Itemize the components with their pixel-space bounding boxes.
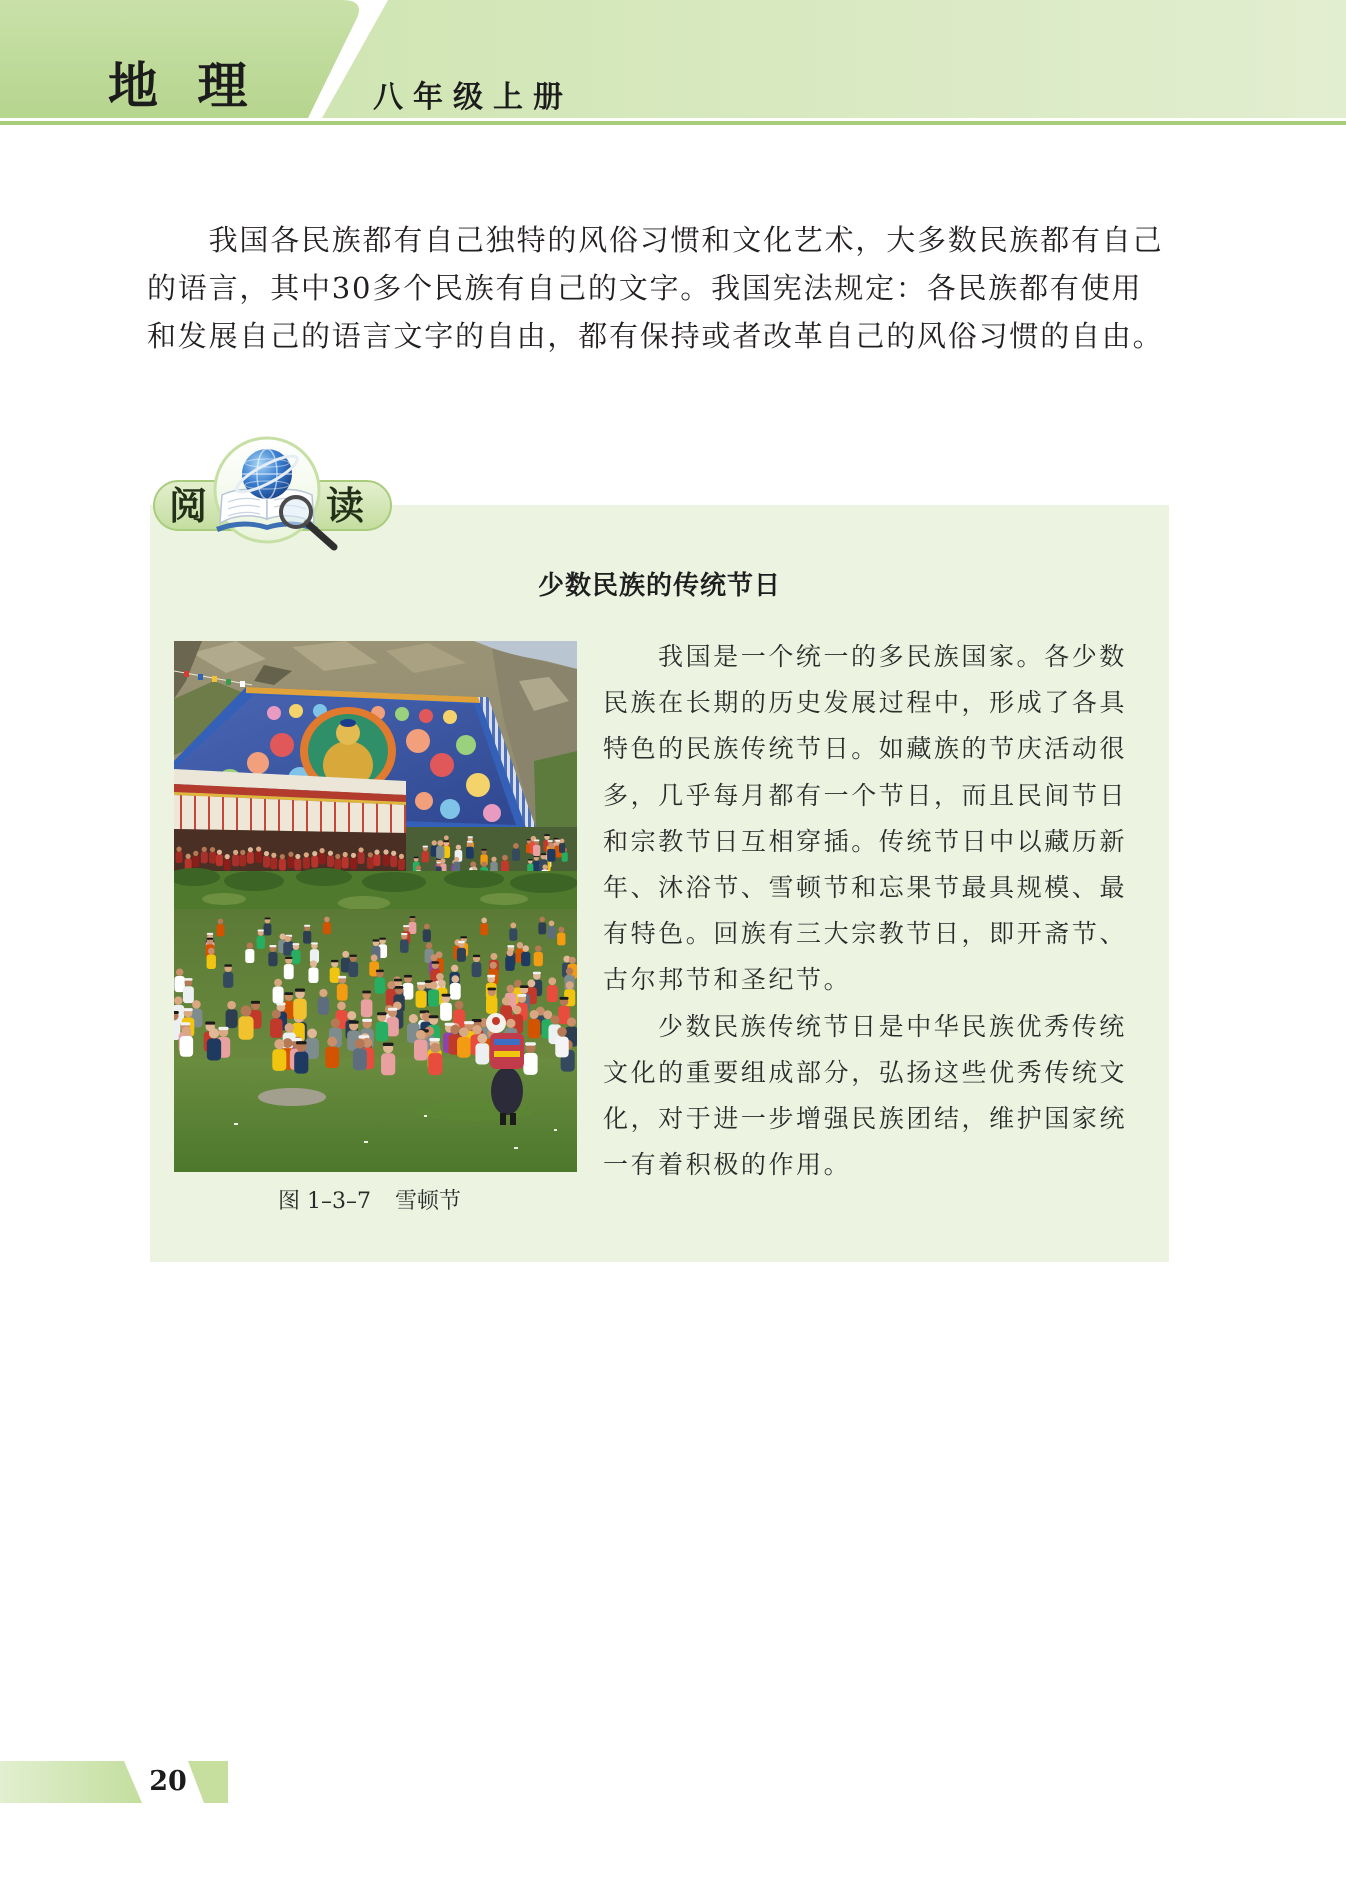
figure-number: 图 1–3–7 <box>278 1189 371 1214</box>
reading-line: 特色的民族传统节日。如藏族的节庆活动很 <box>603 734 1128 764</box>
intro-line: 我国各民族都有自己独特的风俗习惯和文化艺术，大多数民族都有自己 <box>208 223 1164 257</box>
page-number: 20 <box>149 1766 187 1797</box>
reading-line: 年、沐浴节、雪顿节和忘果节最具规模、最 <box>603 872 1128 902</box>
photo-shoton-festival <box>174 641 577 1172</box>
reading-line: 我国是一个统一的多民族国家。各少数 <box>658 642 1127 671</box>
reading-line: 文化的重要组成部分，弘扬这些优秀传统文 <box>603 1057 1128 1087</box>
intro-line: 的语言，其中30多个民族有自己的文字。我国宪法规定：各民族都有使用 <box>147 271 1143 305</box>
reading-body <box>603 634 1143 1188</box>
badge-char-right: 读 <box>325 483 364 528</box>
reading-line: 和宗教节日互相穿插。传统节日中以藏历新 <box>603 826 1128 856</box>
reading-line: 一有着积极的作用。 <box>603 1150 852 1180</box>
figure-title: 雪顿节 <box>395 1189 462 1214</box>
reading-line: 有特色。回族有三大宗教节日，即开斋节、 <box>603 919 1128 949</box>
footer-band <box>0 1755 240 1811</box>
reading-line: 化，对于进一步增强民族团结，维护国家统 <box>603 1103 1128 1133</box>
subject-title: 地 理 <box>108 57 259 115</box>
reading-title: 少数民族的传统节日 <box>537 571 781 601</box>
reading-line: 多，几乎每月都有一个节日，而且民间节日 <box>603 780 1128 810</box>
reading-line: 少数民族传统节日是中华民族优秀传统 <box>658 1011 1127 1041</box>
grade-label: 八年级上册 <box>373 80 573 115</box>
intro-paragraph <box>147 216 1187 360</box>
reading-line: 民族在长期的历史发展过程中，形成了各具 <box>603 688 1128 718</box>
intro-line: 和发展自己的语言文字的自由，都有保持或者改革自己的风俗习惯的自由。 <box>147 319 1164 353</box>
reading-line: 古尔邦节和圣纪节。 <box>603 965 852 995</box>
badge-char-left: 阅 <box>168 483 207 528</box>
figure-caption <box>278 1187 461 1217</box>
